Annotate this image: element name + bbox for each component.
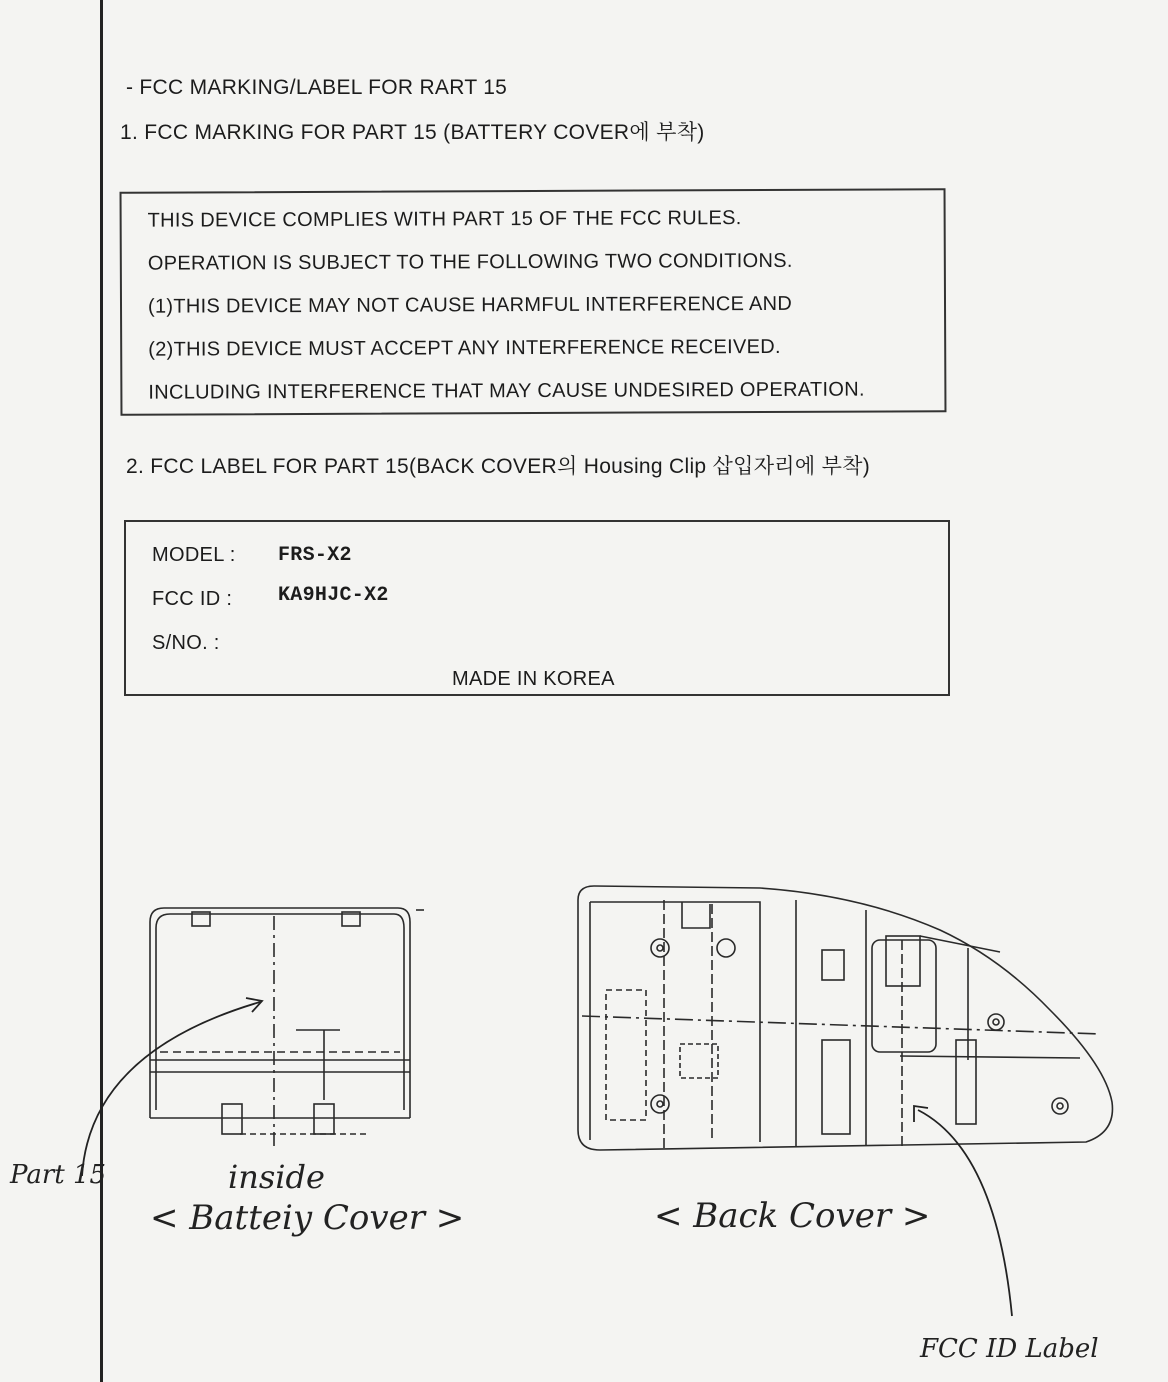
marking-line: INCLUDING INTERFERENCE THAT MAY CAUSE UNDESIRED OPERATION.	[148, 378, 865, 404]
item2-heading: 2. FCC LABEL FOR PART 15(BACK COVER의 Housing Clip 삽입자리에 부착)	[126, 455, 871, 478]
back-cover-drawing	[578, 886, 1112, 1150]
made-in: MADE IN KOREA	[452, 668, 615, 690]
model-label: MODEL :	[152, 544, 236, 566]
marking-line: (2)THIS DEVICE MUST ACCEPT ANY INTERFERENCE RECEIVED.	[148, 335, 781, 361]
marking-line: OPERATION IS SUBJECT TO THE FOLLOWING TWO CONDITIONS.	[147, 249, 793, 275]
marking-line: THIS DEVICE COMPLIES WITH PART 15 OF THE FCC RULES.	[147, 207, 742, 232]
inside-handwriting: inside	[228, 1158, 325, 1196]
item1-heading: 1. FCC MARKING FOR PART 15 (BATTERY COVER에 부착)	[120, 121, 705, 144]
marking-line: (1)THIS DEVICE MAY NOT CAUSE HARMFUL INTERFERENCE AND	[147, 292, 793, 318]
model-value: FRS-X2	[278, 544, 352, 567]
fccid-label: FCC ID :	[152, 588, 233, 610]
sno-label: S/NO. :	[152, 632, 220, 654]
fccid-value: KA9HJC-X2	[278, 584, 389, 607]
part15-handwriting: Part 15	[10, 1160, 107, 1190]
fcc-id-label-handwriting: FCC ID Label	[920, 1334, 1099, 1364]
back-cover-caption: < Back Cover >	[654, 1196, 931, 1236]
battery-cover-caption: < Batteiy Cover >	[150, 1198, 465, 1238]
section-title: - FCC MARKING/LABEL FOR RART 15	[126, 76, 508, 99]
